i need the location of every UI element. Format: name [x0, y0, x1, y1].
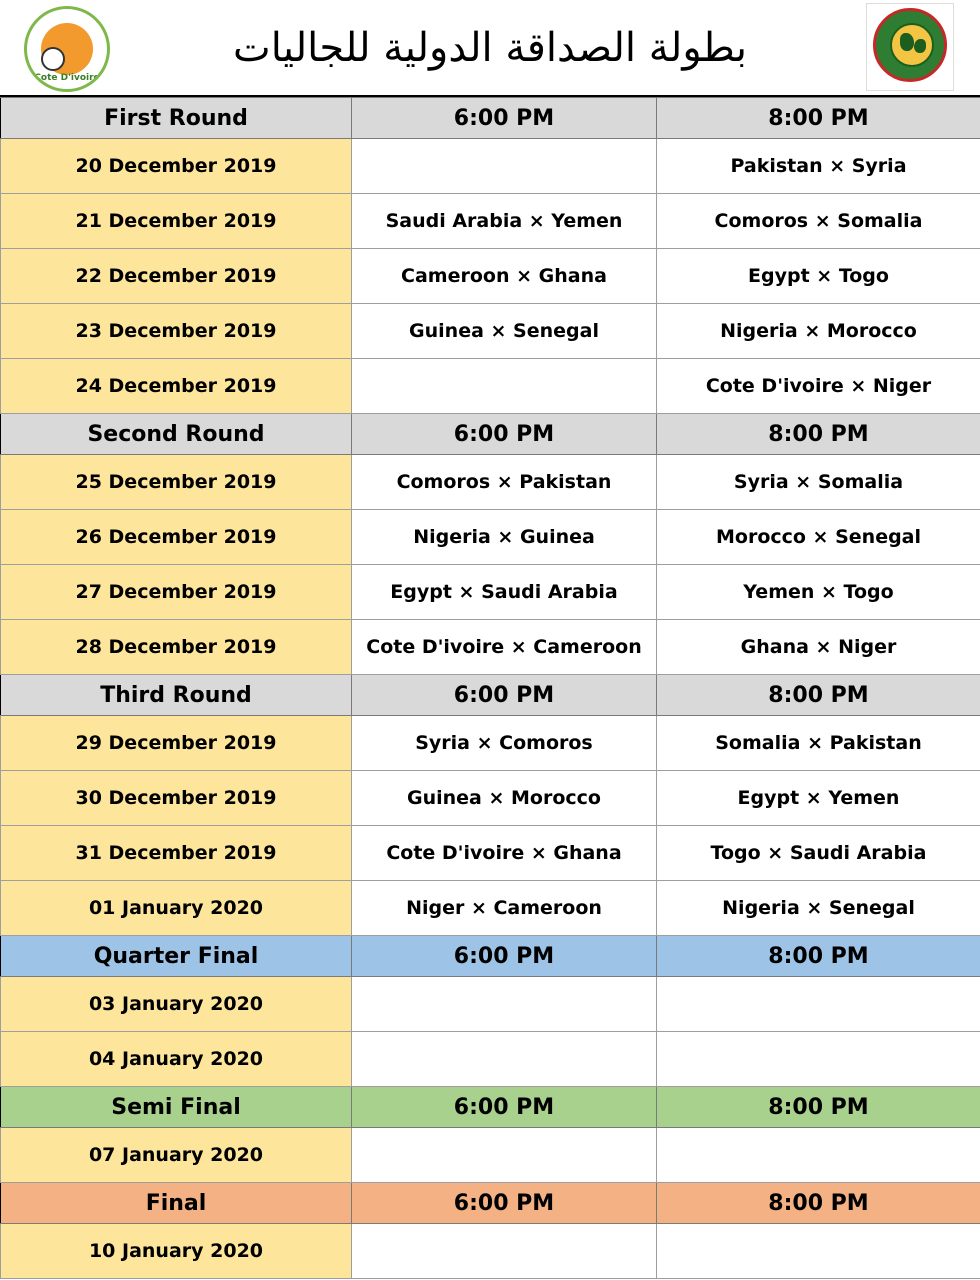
globe-emblem-logo-icon: [866, 3, 954, 91]
table-row: [1, 620, 980, 675]
section-label: Semi Final: [1, 1087, 352, 1128]
table-row: [1, 771, 980, 826]
match-6pm-cell: Niger × Cameroon: [352, 881, 657, 936]
section-header-row: [1, 675, 980, 716]
time-slot-1: 6:00 PM: [352, 98, 657, 139]
time-slot-2: 8:00 PM: [657, 98, 980, 139]
match-6pm-cell: [352, 139, 657, 194]
match-6pm-cell: Cote D'ivoire × Ghana: [352, 826, 657, 881]
table-row: [1, 1224, 980, 1279]
table-row: [1, 139, 980, 194]
match-6pm-cell: [352, 359, 657, 414]
table-row: [1, 249, 980, 304]
match-8pm-cell: Syria × Somalia: [657, 455, 980, 510]
page-header: [0, 0, 980, 97]
section-header-row: [1, 1183, 980, 1224]
section-label: Quarter Final: [1, 936, 352, 977]
time-slot-2: 8:00 PM: [657, 675, 980, 716]
time-slot-2: 8:00 PM: [657, 1087, 980, 1128]
section-label: Third Round: [1, 675, 352, 716]
match-6pm-cell: [352, 1224, 657, 1279]
match-6pm-cell: [352, 1032, 657, 1087]
date-cell: 27 December 2019: [1, 565, 352, 620]
match-8pm-cell: Pakistan × Syria: [657, 139, 980, 194]
section-label: First Round: [1, 98, 352, 139]
match-8pm-cell: Egypt × Yemen: [657, 771, 980, 826]
date-cell: 29 December 2019: [1, 716, 352, 771]
date-cell: 22 December 2019: [1, 249, 352, 304]
table-row: [1, 510, 980, 565]
time-slot-1: 6:00 PM: [352, 675, 657, 716]
match-8pm-cell: Nigeria × Morocco: [657, 304, 980, 359]
match-8pm-cell: [657, 1224, 980, 1279]
date-cell: 03 January 2020: [1, 977, 352, 1032]
match-6pm-cell: [352, 1128, 657, 1183]
match-8pm-cell: Morocco × Senegal: [657, 510, 980, 565]
table-row: [1, 826, 980, 881]
match-6pm-cell: Nigeria × Guinea: [352, 510, 657, 565]
date-cell: 28 December 2019: [1, 620, 352, 675]
table-row: [1, 977, 980, 1032]
table-row: [1, 1032, 980, 1087]
table-row: [1, 881, 980, 936]
match-6pm-cell: Cote D'ivoire × Cameroon: [352, 620, 657, 675]
match-8pm-cell: Togo × Saudi Arabia: [657, 826, 980, 881]
match-8pm-cell: Nigeria × Senegal: [657, 881, 980, 936]
table-row: [1, 1128, 980, 1183]
time-slot-1: 6:00 PM: [352, 1183, 657, 1224]
match-6pm-cell: Syria × Comoros: [352, 716, 657, 771]
match-6pm-cell: Guinea × Morocco: [352, 771, 657, 826]
match-6pm-cell: Cameroon × Ghana: [352, 249, 657, 304]
table-row: [1, 565, 980, 620]
match-8pm-cell: [657, 977, 980, 1032]
section-label: Final: [1, 1183, 352, 1224]
time-slot-2: 8:00 PM: [657, 936, 980, 977]
match-8pm-cell: Egypt × Togo: [657, 249, 980, 304]
match-8pm-cell: Yemen × Togo: [657, 565, 980, 620]
time-slot-1: 6:00 PM: [352, 936, 657, 977]
match-6pm-cell: [352, 977, 657, 1032]
match-8pm-cell: Comoros × Somalia: [657, 194, 980, 249]
match-8pm-cell: Somalia × Pakistan: [657, 716, 980, 771]
match-6pm-cell: Saudi Arabia × Yemen: [352, 194, 657, 249]
section-header-row: [1, 414, 980, 455]
section-header-row: [1, 936, 980, 977]
date-cell: 21 December 2019: [1, 194, 352, 249]
date-cell: 30 December 2019: [1, 771, 352, 826]
logo-text: Cote D'ivoire: [34, 73, 100, 83]
match-8pm-cell: Ghana × Niger: [657, 620, 980, 675]
table-row: [1, 304, 980, 359]
table-row: [1, 359, 980, 414]
table-row: [1, 455, 980, 510]
time-slot-2: 8:00 PM: [657, 414, 980, 455]
date-cell: 07 January 2020: [1, 1128, 352, 1183]
time-slot-1: 6:00 PM: [352, 414, 657, 455]
page-title: بطولة الصداقة الدولية للجاليات: [233, 25, 747, 71]
date-cell: 20 December 2019: [1, 139, 352, 194]
date-cell: 26 December 2019: [1, 510, 352, 565]
section-label: Second Round: [1, 414, 352, 455]
date-cell: 31 December 2019: [1, 826, 352, 881]
time-slot-1: 6:00 PM: [352, 1087, 657, 1128]
match-schedule-table: [0, 97, 980, 1279]
section-header-row: [1, 98, 980, 139]
table-row: [1, 716, 980, 771]
match-8pm-cell: Cote D'ivoire × Niger: [657, 359, 980, 414]
date-cell: 23 December 2019: [1, 304, 352, 359]
match-8pm-cell: [657, 1128, 980, 1183]
date-cell: 01 January 2020: [1, 881, 352, 936]
time-slot-2: 8:00 PM: [657, 1183, 980, 1224]
date-cell: 04 January 2020: [1, 1032, 352, 1087]
match-6pm-cell: Egypt × Saudi Arabia: [352, 565, 657, 620]
section-header-row: [1, 1087, 980, 1128]
match-8pm-cell: [657, 1032, 980, 1087]
match-6pm-cell: Comoros × Pakistan: [352, 455, 657, 510]
date-cell: 10 January 2020: [1, 1224, 352, 1279]
date-cell: 25 December 2019: [1, 455, 352, 510]
date-cell: 24 December 2019: [1, 359, 352, 414]
table-row: [1, 194, 980, 249]
match-6pm-cell: Guinea × Senegal: [352, 304, 657, 359]
